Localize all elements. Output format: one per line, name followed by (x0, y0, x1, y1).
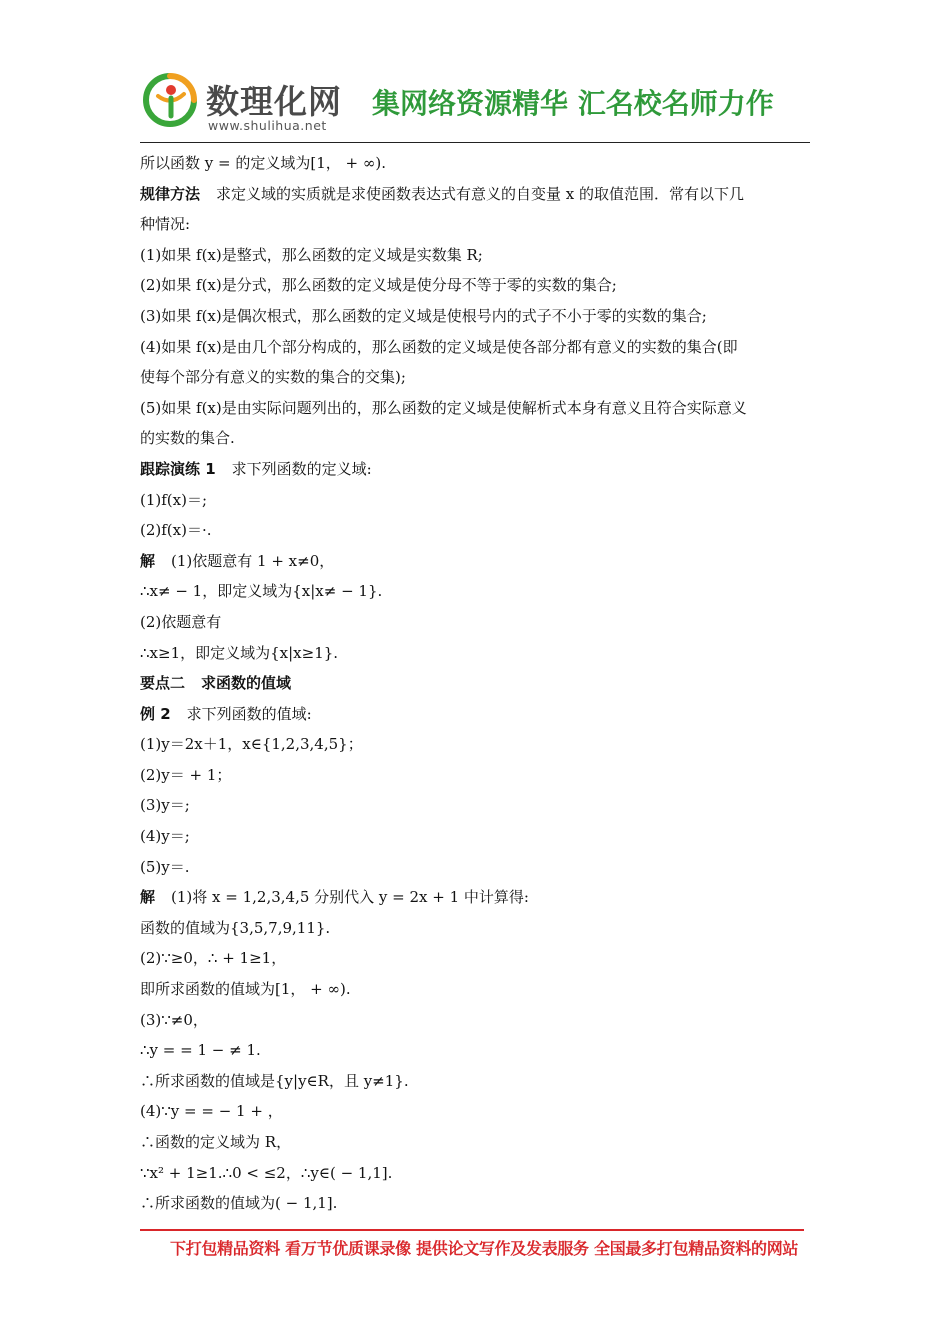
line-text: (1)依题意有 1 + x≠0， (171, 551, 335, 570)
text-line (140, 485, 812, 516)
line-text: 求函数的值域 (201, 674, 292, 693)
text-line (140, 668, 812, 699)
line-text: ∴所求函数的值域是{y|y∈R，且 y≠1}. (140, 1071, 409, 1090)
line-text: 种情况: (140, 215, 191, 234)
text-line (140, 1035, 812, 1066)
text-line (140, 852, 812, 883)
line-text: (5)y＝. (140, 857, 190, 876)
text-line (140, 974, 812, 1005)
text-line (140, 454, 812, 485)
text-line (140, 179, 812, 210)
text-line (140, 546, 812, 577)
document-body (140, 148, 812, 1219)
line-text: (2)∵≥0，∴ + 1≥1， (140, 949, 287, 968)
line-text: 函数的值域为{3,5,7,9,11}. (140, 918, 331, 937)
text-line (140, 1096, 812, 1127)
line-text: 所以函数 y = 的定义域为[1， + ∞). (140, 154, 386, 172)
line-text: (3)y＝; (140, 796, 190, 815)
line-text: (2)依题意有 (140, 612, 222, 631)
line-text: (2)y＝ + 1； (140, 765, 232, 784)
text-line (140, 1158, 812, 1189)
text-line (140, 301, 812, 332)
line-text: (2)f(x)＝·. (140, 521, 212, 540)
line-label: 要点二 (140, 674, 186, 693)
text-line (140, 576, 812, 607)
line-text: (1)y＝2x＋1，x∈{1,2,3,4,5}； (140, 735, 363, 754)
line-label: 跟踪演练 1 (140, 459, 216, 478)
line-text: ∴所求函数的值域为( − 1,1]. (140, 1194, 338, 1213)
line-text: 求下列函数的定义域: (231, 459, 372, 478)
line-label: 解 (140, 888, 156, 907)
brand-name: 数理化网 (206, 82, 342, 121)
text-line (140, 1066, 812, 1097)
line-text: (5)如果 f(x)是由实际问题列出的，那么函数的定义域是使解析式本身有意义且符合实际意义 (140, 398, 747, 417)
line-text: (1)如果 f(x)是整式，那么函数的定义域是实数集 R; (140, 245, 483, 264)
text-line (140, 148, 812, 179)
line-text: (2)如果 f(x)是分式，那么函数的定义域是使分母不等于零的实数的集合; (140, 276, 617, 295)
text-line (140, 913, 812, 944)
line-text: ∴y = = 1 − ≠ 1. (140, 1041, 261, 1060)
page-header (140, 68, 812, 142)
line-text: (4)∵y = = − 1 + ， (140, 1102, 283, 1121)
text-line (140, 1127, 812, 1158)
shulihua-logo-icon (140, 70, 200, 130)
line-text: (1)f(x)＝; (140, 490, 208, 509)
text-line (140, 760, 812, 791)
text-line (140, 515, 812, 546)
text-line (140, 209, 812, 240)
line-text: 求定义域的实质就是求使函数表达式有意义的自变量 x 的取值范围．常有以下几 (216, 184, 745, 203)
line-text: (3)∵≠0， (140, 1010, 208, 1029)
text-line (140, 882, 812, 913)
line-text: 使每个部分有意义的实数的集合的交集); (140, 368, 406, 387)
text-line (140, 1188, 812, 1219)
text-line (140, 270, 812, 301)
text-line (140, 362, 812, 393)
text-line (140, 821, 812, 852)
line-text: ∴x≥1，即定义域为{x|x≥1}. (140, 643, 339, 662)
line-text: ∴函数的定义域为 R， (140, 1133, 292, 1151)
text-line (140, 638, 812, 669)
text-line (140, 423, 812, 454)
text-line (140, 332, 812, 363)
line-text: 的实数的集合. (140, 429, 235, 448)
line-text: (1)将 x = 1,2,3,4,5 分别代入 y = 2x + 1 中计算得: (171, 888, 529, 907)
line-label: 规律方法 (140, 184, 201, 203)
text-line (140, 699, 812, 730)
line-text: (3)如果 f(x)是偶次根式，那么函数的定义域是使根号内的式子不小于零的实数的集合; (140, 306, 707, 325)
line-text: 求下列函数的值域: (186, 704, 312, 723)
line-text: (4)y＝; (140, 827, 190, 846)
header-divider (140, 142, 810, 143)
line-label: 例 2 (140, 704, 171, 723)
brand-slogan: 集网络资源精华 汇名校名师力作 (372, 87, 774, 120)
text-line (140, 393, 812, 424)
footer-banner[interactable]: 下打包精品资料 看万节优质课录像 提供论文写作及发表服务 全国最多打包精品资料的网站 (170, 1239, 799, 1258)
text-line (140, 943, 812, 974)
footer-divider (140, 1229, 804, 1231)
line-text: (4)如果 f(x)是由几个部分构成的，那么函数的定义域是使各部分都有意义的实数的集合(即 (140, 337, 738, 356)
text-line (140, 240, 812, 271)
text-line (140, 790, 812, 821)
text-line (140, 1005, 812, 1036)
text-line (140, 607, 812, 638)
line-label: 解 (140, 551, 156, 570)
line-text: ∴x≠ − 1，即定义域为{x|x≠ − 1}. (140, 582, 383, 601)
line-text: 即所求函数的值域为[1， + ∞). (140, 980, 351, 999)
line-text: ∵x² + 1≥1.∴0 < ≤2，∴y∈( − 1,1]. (140, 1163, 393, 1182)
brand-url[interactable]: www.shulihua.net (208, 118, 327, 133)
text-line (140, 729, 812, 760)
